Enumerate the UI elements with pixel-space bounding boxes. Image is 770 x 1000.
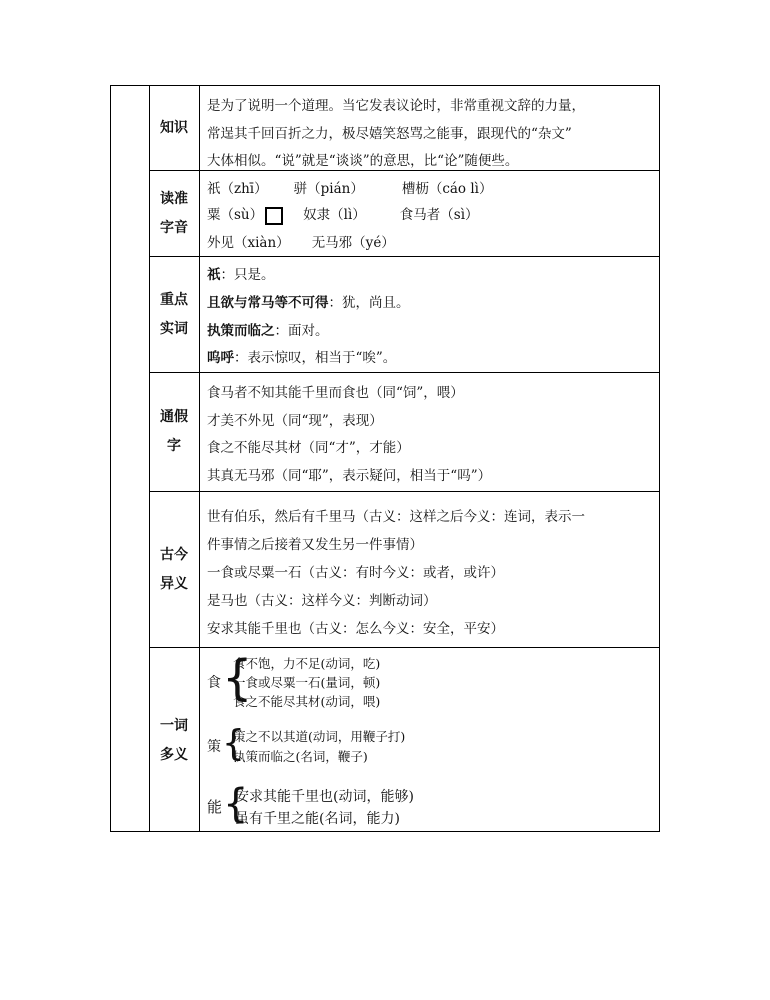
row-label — [149, 373, 199, 491]
row-content — [207, 373, 651, 491]
row-label — [149, 86, 199, 170]
term-line — [207, 346, 396, 366]
sense: 食不饱，力不足(动词，吃) — [233, 656, 381, 671]
row-content — [207, 492, 651, 647]
text-line: 件事情之后接着又发生另一件事情） — [207, 537, 423, 553]
text-line: 大体相似。“说”就是“谈谈”的意思，比“论”随便些。 — [207, 153, 519, 169]
polysemy-word: 食 — [207, 675, 221, 691]
row-ancient-modern — [149, 492, 659, 648]
row-label — [149, 492, 199, 647]
brace-icon: { — [223, 781, 249, 827]
text-line: 才美不外见（同“现”，表现） — [207, 413, 383, 429]
row-label — [149, 171, 199, 256]
term: 祇 — [207, 267, 221, 283]
text-line: 安求其能千里也（古义：怎么今义：安全，平安） — [207, 621, 504, 637]
label-text: 读准 — [160, 190, 188, 207]
term-line — [207, 291, 410, 311]
label-text: 知识 — [160, 119, 188, 136]
text-line: 食之不能尽其材（同“才”，才能） — [207, 440, 410, 456]
term: 呜呼 — [207, 350, 234, 366]
pron-line — [207, 231, 395, 251]
brace-icon: { — [222, 723, 245, 764]
text-line: 一食或尽粟一石（古义：有时今义：或者，或许） — [207, 565, 504, 581]
text-line: 是马也（古义：这样今义：判断动词） — [207, 593, 437, 609]
pron-item: 骈（pián） — [293, 181, 364, 197]
pron-item: 奴隶（lì） — [303, 207, 366, 223]
row-content — [207, 86, 651, 170]
definition: ：表示惊叹，相当于“唉”。 — [234, 350, 397, 366]
term: 且欲与常马等不可得 — [207, 295, 329, 311]
pron-item: 粟（sù） — [207, 207, 264, 223]
pron-item: 槽枥（cáo lì） — [401, 181, 493, 197]
pron-item: 无马邪（yé） — [311, 235, 395, 251]
label-text: 字 — [167, 438, 181, 454]
row-knowledge — [149, 86, 659, 171]
label-text: 通假 — [160, 409, 188, 425]
row-content — [207, 648, 651, 833]
text-line: 其真无马邪（同“耶”，表示疑问，相当于“吗”） — [207, 468, 492, 484]
pron-item: 祇（zhī） — [207, 181, 268, 197]
label-text: 古今 — [160, 546, 188, 563]
brace-icon: { — [222, 650, 253, 706]
label-text: 重点 — [160, 291, 188, 308]
label-text: 字音 — [160, 219, 188, 236]
row-pronunciation — [149, 171, 659, 257]
row-label — [149, 648, 199, 833]
label-text: 实词 — [160, 320, 188, 337]
polysemy-word: 策 — [207, 739, 221, 755]
text-line: 常逞其千回百折之力，极尽嬉笑怒骂之能事，跟现代的“杂文” — [207, 126, 572, 142]
term-line — [207, 263, 275, 283]
sense: 虽有千里之能(名词，能力) — [235, 811, 400, 827]
polysemy-word: 能 — [207, 798, 223, 816]
notes-table — [110, 85, 660, 832]
row-key-words — [149, 257, 659, 373]
text-line: 食马者不知其能千里而食也（同“饲”，喂） — [207, 385, 464, 401]
pron-item: 外见（xiàn） — [207, 235, 290, 251]
row-polysemy — [149, 648, 659, 833]
sense: 一食或尽粟一石(量词，顿) — [233, 675, 381, 690]
row-label — [149, 257, 199, 372]
definition: ：犹，尚且。 — [328, 295, 410, 311]
sense: 安求其能千里也(动词，能够) — [235, 789, 414, 805]
text-line: 是为了说明一个道理。当它发表议论时，非常重视文辞的力量， — [207, 98, 585, 114]
text-line: 世有伯乐，然后有千里马（古义：这样之后今义：连词，表示一 — [207, 509, 585, 525]
polysemy-group — [207, 650, 507, 710]
label-text: 多义 — [160, 746, 188, 763]
definition: ：面对。 — [274, 323, 329, 339]
row-content — [207, 257, 651, 372]
definition: ：只是。 — [220, 267, 275, 283]
row-interchangeable — [149, 373, 659, 492]
polysemy-group — [207, 781, 507, 828]
row-content — [207, 171, 651, 256]
sense: 执策而临之(名词，鞭子) — [233, 749, 368, 764]
pron-item: 食马者（sì） — [399, 207, 479, 223]
term: 执策而临之 — [207, 323, 275, 339]
pron-line — [207, 203, 479, 225]
polysemy-group — [207, 723, 507, 766]
sense: 食之不能尽其材(动词，喂) — [233, 694, 381, 709]
term-line — [207, 319, 329, 339]
sense: 策之不以其道(动词，用鞭子打) — [233, 729, 406, 744]
label-text: 异义 — [160, 575, 188, 592]
pron-line — [207, 177, 493, 197]
blank-box — [265, 207, 283, 225]
label-text: 一词 — [160, 717, 188, 734]
